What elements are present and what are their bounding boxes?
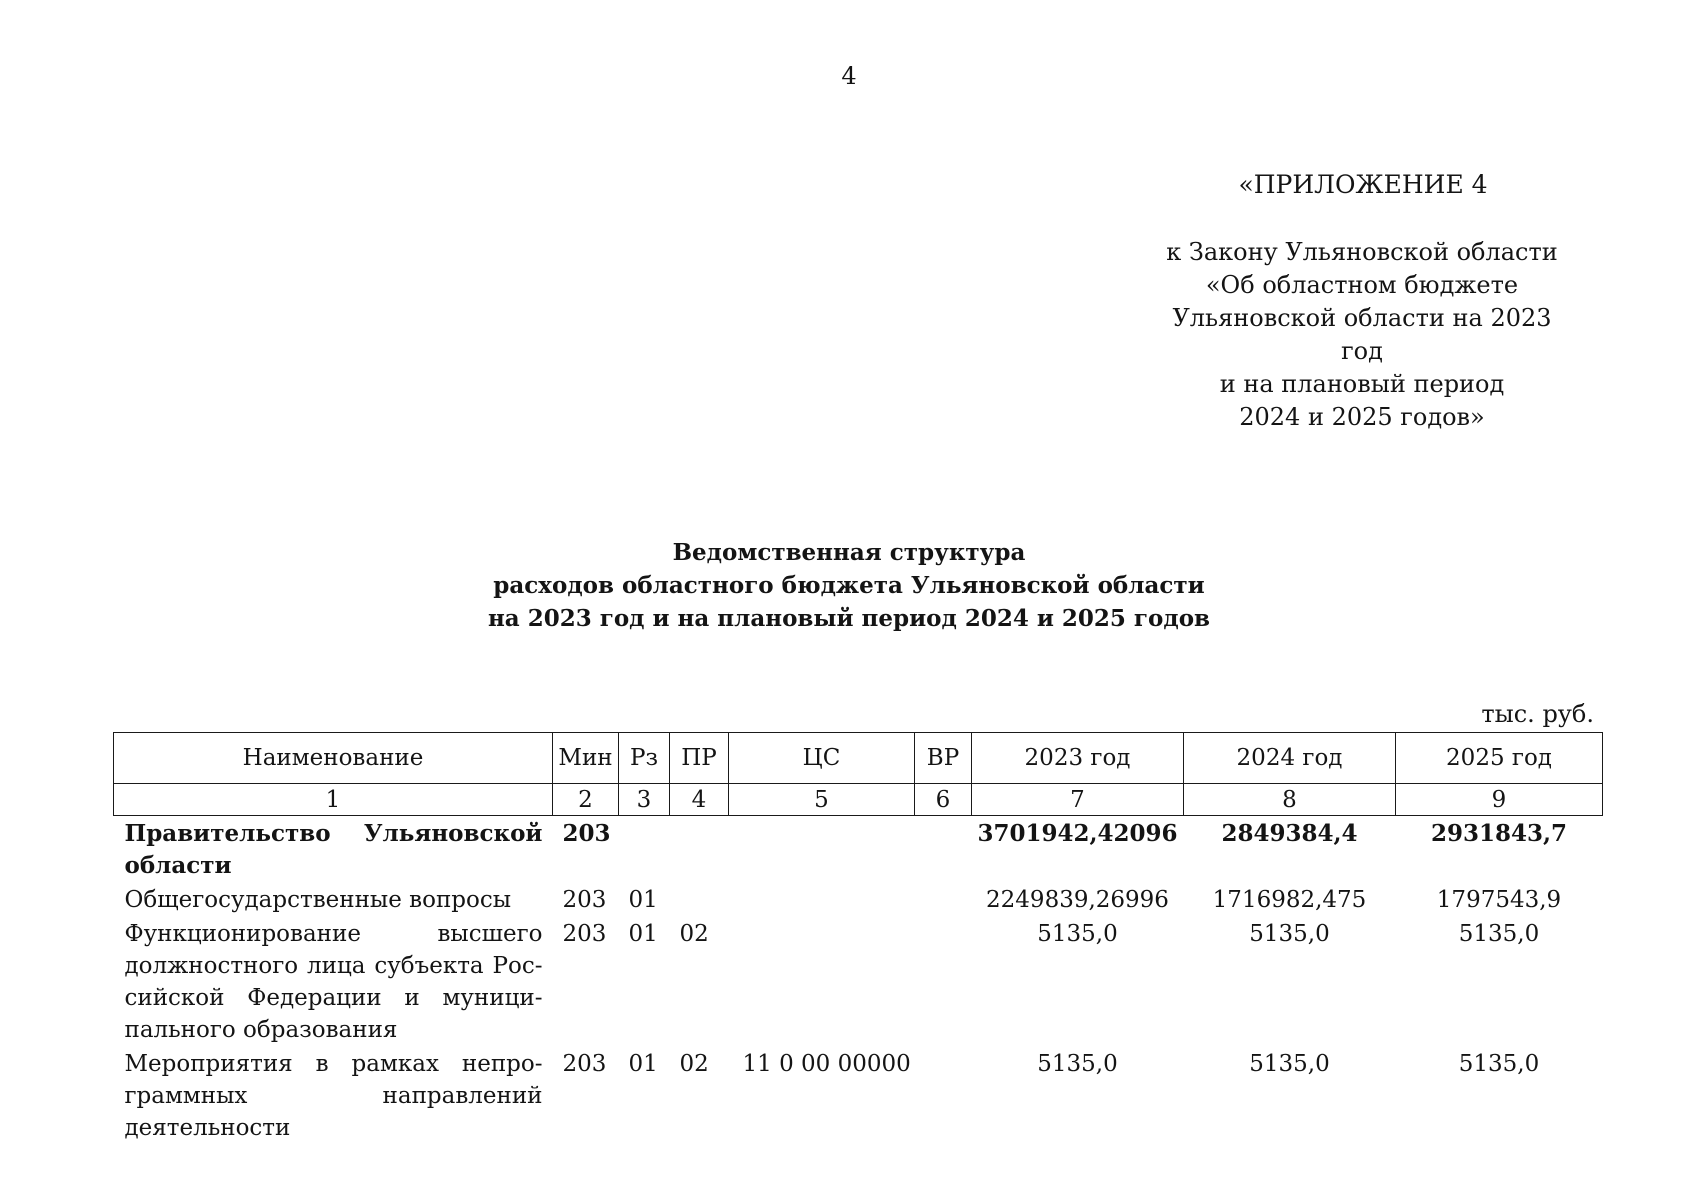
- row-rz: 01: [628, 921, 658, 947]
- row-vr: [915, 816, 972, 884]
- column-header-2024: 2024 год: [1184, 733, 1396, 784]
- table-row: [114, 1047, 1603, 1145]
- row-pr: 02: [679, 1051, 709, 1077]
- column-header-min: Мин: [553, 733, 619, 784]
- appendix-ref-line: 2024 и 2025 годов»: [1239, 403, 1485, 431]
- row-value-2025: 2931843,7: [1430, 820, 1568, 847]
- row-value-2024: 5135,0: [1249, 921, 1330, 947]
- row-pr: 02: [679, 921, 709, 947]
- row-min: 203: [562, 887, 607, 913]
- row-value-2023: 5135,0: [1037, 921, 1118, 947]
- column-index: 4: [670, 784, 729, 816]
- table-row: [114, 883, 1603, 917]
- row-cs: 11 0 00 00000: [742, 1051, 911, 1077]
- row-cs: [729, 816, 915, 884]
- column-index: 2: [553, 784, 619, 816]
- units-label: тыс. руб.: [1481, 700, 1594, 728]
- row-value-2025: 5135,0: [1458, 1051, 1540, 1077]
- page-number: 4: [841, 62, 857, 90]
- row-min: 203: [562, 921, 607, 947]
- appendix-reference: [1162, 236, 1562, 434]
- column-header-name: Наименование: [114, 733, 553, 784]
- appendix-ref-line: «Об областном бюджете: [1205, 271, 1519, 299]
- column-index: 8: [1184, 784, 1396, 816]
- column-index: 3: [619, 784, 670, 816]
- document-title-line: на 2023 год и на плановый период 2024 и 2025 годов: [487, 605, 1211, 632]
- row-value-2025: 5135,0: [1458, 921, 1540, 947]
- appendix-ref-line: Ульяновской области на 2023 год: [1172, 304, 1552, 365]
- column-header-vr: ВР: [915, 733, 972, 784]
- budget-table: [113, 732, 1603, 1145]
- appendix-title: «ПРИЛОЖЕНИЕ 4: [1238, 170, 1488, 199]
- row-value-2023: 2249839,26996: [986, 887, 1169, 913]
- row-rz: [619, 816, 670, 884]
- row-cs: [729, 883, 915, 917]
- row-rz: 01: [628, 887, 658, 913]
- column-index: 6: [915, 784, 972, 816]
- column-index-row: [114, 784, 1603, 816]
- row-pr: [670, 816, 729, 884]
- column-header-pr: ПР: [670, 733, 729, 784]
- column-header-2023: 2023 год: [972, 733, 1184, 784]
- document-title: [0, 536, 1698, 635]
- appendix-ref-line: и на плановый период: [1219, 370, 1505, 398]
- row-name: Мероприятия в рамках непрограммных направлений деятельности: [124, 1051, 543, 1141]
- row-value-2024: 2849384,4: [1221, 820, 1358, 847]
- row-min: 203: [562, 820, 611, 847]
- table-header-row: [114, 733, 1603, 784]
- document-title-line: Ведомственная структура: [672, 539, 1026, 566]
- row-name: Функционирование высшего должностного лица субъекта Российской Федерации и муниципального образования: [124, 921, 543, 1043]
- column-header-2025: 2025 год: [1396, 733, 1603, 784]
- row-vr: [915, 917, 972, 1047]
- row-vr: [915, 1047, 972, 1145]
- row-value-2023: 3701942,42096: [977, 820, 1178, 847]
- document-title-line: расходов областного бюджета Ульяновской области: [493, 572, 1205, 599]
- row-value-2024: 5135,0: [1249, 1051, 1330, 1077]
- column-index: 1: [114, 784, 553, 816]
- column-index: 7: [972, 784, 1184, 816]
- column-index: 9: [1396, 784, 1603, 816]
- column-header-rz: Рз: [619, 733, 670, 784]
- row-min: 203: [562, 1051, 607, 1077]
- row-cs: [729, 917, 915, 1047]
- row-value-2025: 1797543,9: [1436, 887, 1562, 913]
- row-value-2024: 1716982,475: [1212, 887, 1367, 913]
- table-row: [114, 917, 1603, 1047]
- table-row: [114, 816, 1603, 884]
- row-vr: [915, 883, 972, 917]
- appendix-ref-line: к Закону Ульяновской области: [1166, 238, 1558, 266]
- row-pr: [670, 883, 729, 917]
- column-header-cs: ЦС: [729, 733, 915, 784]
- row-rz: 01: [628, 1051, 658, 1077]
- row-name: Общегосударственные вопросы: [124, 887, 512, 913]
- row-name: Правительство Ульяновской области: [124, 820, 543, 879]
- column-index: 5: [729, 784, 915, 816]
- row-value-2023: 5135,0: [1037, 1051, 1118, 1077]
